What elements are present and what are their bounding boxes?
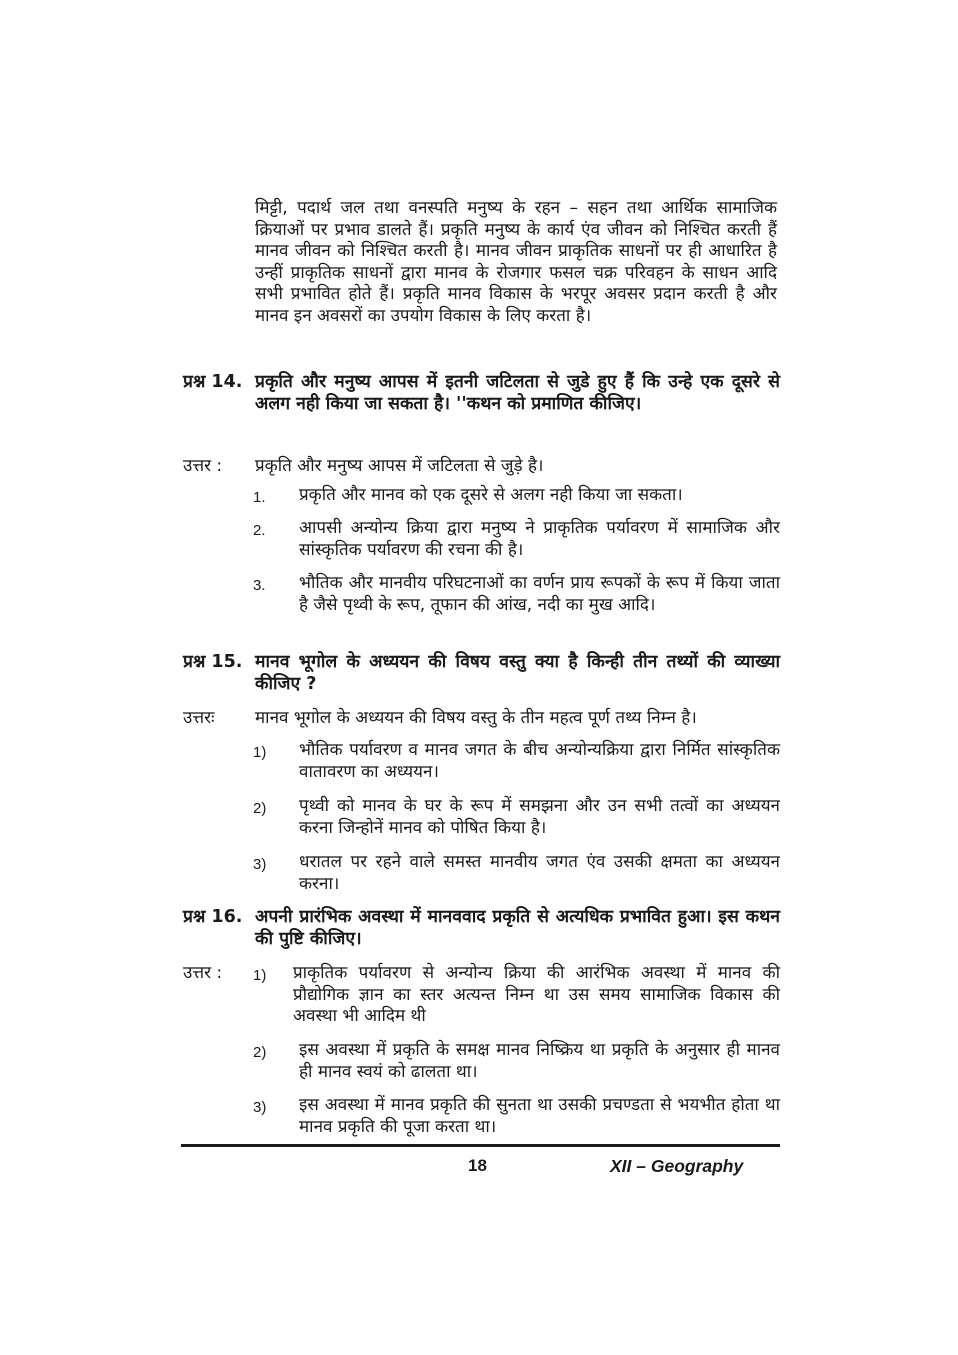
footer-divider [181,1144,780,1147]
answer-label: उत्तर : [183,456,223,476]
question-16 [183,907,780,950]
question-text: प्रकृति और मनुष्य आपस में इतनी जटिलता से जुडे हुए हैं कि उन्हे एक दूसरे से अलग नही किया जा सकता है। ''कथन को प्रमाणित कीजिए। [255,372,780,414]
list-item-number: 2) [253,1044,267,1061]
book-title: XII – Geography [610,1156,744,1176]
answer-14 [183,456,780,478]
list-item-text: पृथ्वी को मानव के घर के रूप में समझना और उन सभी तत्वों का अध्ययन करना जिन्होनें मानव को पोषित किया है। [299,796,780,838]
list-item [253,1095,780,1138]
list-item-number: 3. [253,577,266,594]
list-item [253,740,780,783]
list-item [253,485,780,507]
list-item-text: इस अवस्था में मानव प्रकृति की सुनता था उसकी प्रचण्डता से भयभीत होता था मानव प्रकृति की पूजा करता था। [299,1095,780,1137]
list-item [253,796,780,839]
list-item [253,573,780,616]
question-text: अपनी प्रारंभिक अवस्था में मानववाद प्रकृति से अत्यधिक प्रभावित हुआ। इस कथन की पुष्टि कीजिए। [255,907,780,949]
list-item-text: आपसी अन्योन्य क्रिया द्वारा मनुष्य ने प्राकृतिक पर्यावरण में सामाजिक और सांस्कृतिक पर्यावरण की रचना की है। [299,518,780,560]
list-item [253,963,780,1028]
list-item-number: 1) [253,744,267,761]
list-item [253,1040,780,1083]
question-14 [183,372,780,415]
list-item-text: प्रकृति और मानव को एक दूसरे से अलग नही किया जा सकता। [299,485,683,505]
list-item-number: 1. [253,489,266,506]
question-text: मानव भूगोल के अध्ययन की विषय वस्तु क्या है किन्ही तीन तथ्यों की व्याख्या कीजिए ? [255,652,780,694]
list-item-text: प्राकृतिक पर्यावरण से अन्योन्य क्रिया की आरंभिक अवस्था में मानव की प्रौद्योगिक ज्ञान का स्तर अत्यन्त निम्न था उस समय सामाजिक विकास की अवस्था भी आदिम थी [293,963,780,1026]
intro-paragraph: मिट्टी, पदार्थ जल तथा वनस्पति मनुष्य के रहन – सहन तथा आर्थिक सामाजिक क्रियाओं पर प्रभाव डालते हैं। प्रकृति मनुष्य के कार्य एंव जीवन को निश्चित करती हैं मानव जीवन को निश्चित करती है। मानव जीवन प्राकृतिक साधनों पर ही आधारित है उन्हीं प्राकृतिक साधनों द्वारा मानव के रोजगार फसल चक्र परिवहन के साधन आदि सभी प्रभावित होते हैं। प्रकृति मानव विकास के भरपूर अवसर प्रदान करती है और मानव इन अवसरों का उपयोग विकास के लिए करता है। [255,198,777,326]
list-item-number: 3) [253,1099,267,1116]
answer-label: उत्तर : [183,963,223,983]
question-number: प्रश्न 16. [183,907,243,927]
answer-intro: मानव भूगोल के अध्ययन की विषय वस्तु के तीन महत्व पूर्ण तथ्य निम्न है। [255,708,697,728]
list-item-text: धरातल पर रहने वाले समस्त मानवीय जगत एंव उसकी क्षमता का अध्ययन करना। [299,852,780,894]
list-item-number: 1) [253,967,267,984]
list-item-text: भौतिक पर्यावरण व मानव जगत के बीच अन्योन्यक्रिया द्वारा निर्मित सांस्कृतिक वातावरण का अध्ययन। [299,740,780,782]
list-item-text: इस अवस्था में प्रकृति के समक्ष मानव निष्क्रिय था प्रकृति के अनुसार ही मानव ही मानव स्वयं को ढालता था। [299,1040,780,1082]
question-number: प्रश्न 14. [183,372,243,392]
list-item-number: 2) [253,800,267,817]
list-item [253,518,780,561]
list-item [253,852,780,895]
answer-label: उत्तरः [183,708,215,728]
page-number: 18 [468,1156,487,1175]
list-item-number: 3) [253,856,267,873]
list-item-text: भौतिक और मानवीय परिघटनाओं का वर्णन प्राय रूपकों के रूप में किया जाता है जैसे पृथ्वी के रूप, तूफान की आंख, नदी का मुख आदि। [299,573,780,615]
question-15 [183,652,780,695]
list-item-number: 2. [253,522,266,539]
answer-intro: प्रकृति और मनुष्य आपस में जटिलता से जुड़े है। [255,456,544,476]
question-number: प्रश्न 15. [183,652,243,672]
answer-15 [183,708,780,730]
